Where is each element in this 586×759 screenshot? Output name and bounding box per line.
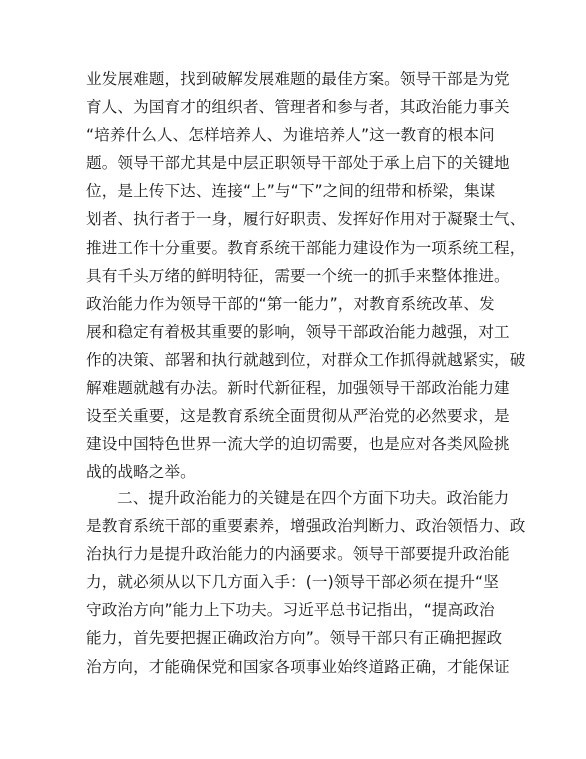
paragraph-line: 治方向，才能确保党和国家各项事业始终道路正确，才能保证 (86, 657, 510, 676)
paragraph-line: 力，就必须从以下几方面入手：(一)领导干部必须在提升“坚 (86, 573, 499, 592)
paragraph-line: 划者、执行者于一身，履行好职责、发挥好作用对于凝聚士气、 (86, 210, 526, 229)
section-heading-line: 二、提升政治能力的关键是在四个方面下功夫。政治能力 (117, 489, 510, 507)
paragraph-line: 建设中国特色世界一流大学的迫切需要，也是应对各类风险挑 (86, 435, 510, 454)
body-paragraph-1 (86, 65, 526, 486)
paragraph-line: 守政治方向”能力上下功夫。习近平总书记指出，“提高政治 (86, 601, 495, 620)
paragraph-line: 是教育系统干部的重要素养，增强政治判断力、政治领悟力、政 (86, 517, 526, 536)
paragraph-line: 题。领导干部尤其是中层正职领导干部处于承上启下的关键地 (86, 154, 510, 173)
paragraph-line: 战的战略之举。 (86, 463, 196, 482)
paragraph-line: 业发展难题，找到破解发展难题的最佳方案。领导干部是为党 (86, 70, 510, 88)
paragraph-line: 设至关重要，这是教育系统全面贯彻从严治党的必然要求，是 (86, 407, 510, 426)
paragraph-line: 具有千头万绪的鲜明特征，需要一个统一的抓手来整体推进。 (86, 266, 510, 285)
paragraph-line: 推进工作十分重要。教育系统干部能力建设作为一项系统工程， (86, 238, 526, 257)
paragraph-line: 展和稳定有着极其重要的影响，领导干部政治能力越强，对工 (86, 322, 510, 341)
paragraph-line: 位，是上传下达、连接“上”与“下”之间的纽带和桥梁，集谋 (86, 182, 496, 201)
paragraph-line: 治执行力是提升政治能力的内涵要求。领导干部要提升政治能 (86, 545, 510, 564)
paragraph-line: 政治能力作为领导干部的“第一能力”，对教育系统改革、发 (86, 294, 495, 313)
paragraph-line: 作的决策、部署和执行就越到位，对群众工作抓得就越紧实，破 (86, 350, 526, 369)
paragraph-line: 育人、为国育才的组织者、管理者和参与者，其政治能力事关 (86, 98, 510, 117)
paragraph-line: “培养什么人、怎样培养人、为谁培养人”这一教育的根本问 (86, 126, 495, 145)
paragraph-line: 能力，首先要把握正确政治方向”。领导干部只有正确把握政 (86, 629, 503, 648)
paragraph-line: 解难题就越有办法。新时代新征程，加强领导干部政治能力建 (86, 379, 510, 398)
body-paragraph-2 (86, 484, 526, 681)
